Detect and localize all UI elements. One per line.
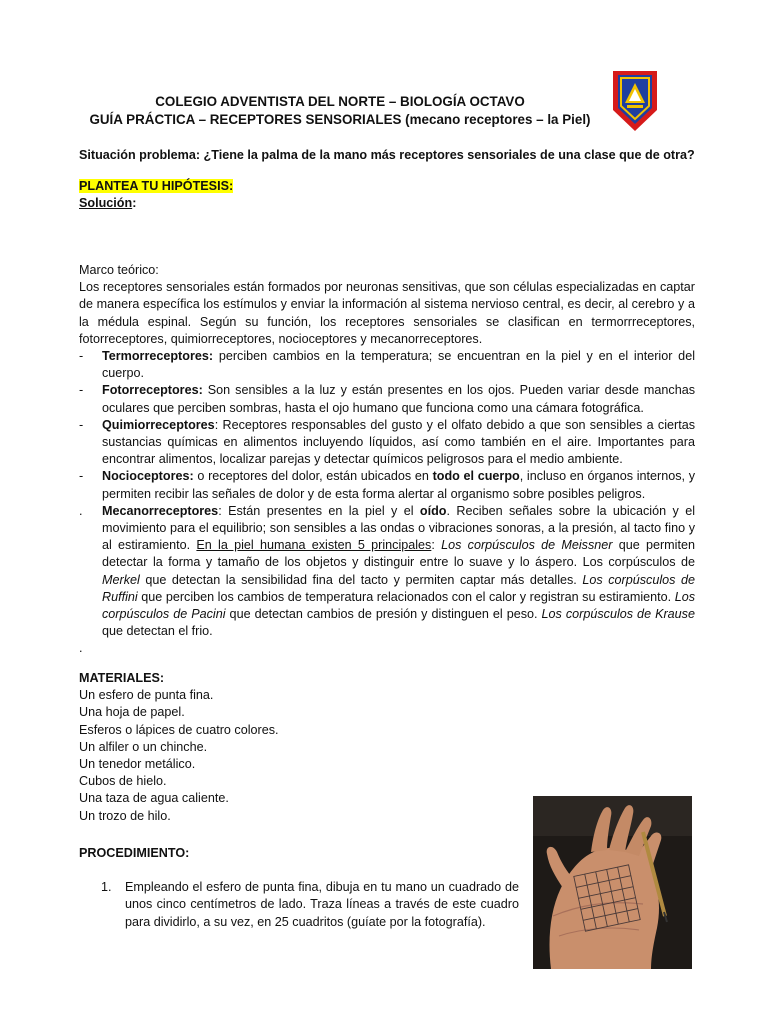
receptor-desc: : Receptores responsables del gusto y el olfato debido a que son sensibles a ciertas sustancias químicas en alimentos incluyendo líquidos, así como también en el aire. Importantes para encontrar alimentos, localizar parejas y detectar químicos peligrosos para el medio ambiente.: [102, 417, 695, 467]
bullet-marker: -: [79, 349, 84, 364]
receptor-desc: :: [431, 538, 442, 553]
corpuscle-name: Los corpúsculos de Pacini: [102, 589, 695, 622]
theory-section: [79, 262, 695, 658]
procedure-step: [79, 879, 519, 931]
receptor-item-chemo: [79, 417, 695, 469]
theory-intro: Los receptores sensoriales están formados por neuronas sensitivas, que son células especializadas en captar de manera específica los estímulos y enviar la información al sistema nervioso central, es decir, al cerebro y a la médula espinal. Según su función, los receptores sensoriales se clasifican en termorrreceptores, fotorreceptores, quimiorreceptores, nocioceptores y mecanorreceptores.: [79, 280, 695, 346]
receptor-desc: Son sensibles a la luz y están presentes en los ojos. Pueden variar desde manchas oculares que perciben sombras, hasta el ojo humano que funciona como una cámara fotográfica.: [102, 383, 695, 415]
problem-label: Situación problema:: [79, 148, 201, 162]
receptor-desc: que perciben los cambios de temperatura relacionados con el calor y registran su estiramiento.: [137, 589, 675, 604]
step-number: 1.: [101, 880, 112, 895]
corpuscle-name: Los corpúsculos de Meissner: [441, 538, 613, 553]
corpuscle-name: Los corpúsculos de Ruffini: [102, 572, 695, 604]
bullet-marker: -: [79, 383, 84, 398]
solution-colon: :: [132, 196, 137, 210]
receptor-desc: o receptores del dolor, están ubicados en: [193, 469, 433, 484]
header-guide-title: GUÍA PRÁCTICA – RECEPTORES SENSORIALES (mecano receptores – la Piel): [89, 112, 591, 127]
hand-grid-photo: [533, 796, 692, 969]
solution-heading: [79, 195, 695, 212]
solution-label: Solución: [79, 196, 133, 210]
material-item: Esferos o lápices de cuatro colores.: [79, 722, 279, 737]
receptor-term: Fotorreceptores:: [102, 383, 203, 398]
material-item: Cubos de hielo.: [79, 774, 167, 789]
receptor-desc: , incluso en órganos internos, y permiten recibir las señales de dolor y de esta forma alertar al organismo sobre posibles peligros.: [102, 469, 695, 501]
receptor-emphasis: todo el cuerpo: [432, 469, 520, 484]
procedure-title: PROCEDIMIENTO:: [79, 846, 190, 860]
material-item: Un esfero de punta fina.: [79, 688, 214, 703]
material-item: Una hoja de papel.: [79, 705, 185, 720]
material-item: Un trozo de hilo.: [79, 808, 171, 823]
receptor-term: Termorreceptores:: [102, 349, 214, 364]
problem-statement: [79, 147, 695, 164]
theory-title: Marco teórico:: [79, 263, 159, 277]
trailing-mark: .: [79, 641, 83, 656]
receptor-item-thermo: [79, 348, 695, 382]
receptor-desc: que detectan la sensibilidad fina del tacto y permiten captar más detalles.: [139, 572, 583, 587]
bullet-marker: -: [79, 417, 84, 432]
material-item: Una taza de agua caliente.: [79, 791, 229, 806]
receptor-desc: que permiten detectar la forma y tamaño de los objetos y distinguir entre lo suave y lo áspero. Los corpúsculos de: [102, 538, 695, 570]
receptor-desc: perciben cambios en la temperatura; se encuentran en la piel y en el interior del cuerpo.: [102, 349, 695, 381]
receptor-term: Nocioceptores:: [102, 469, 194, 484]
material-item: Un alfiler o un chinche.: [79, 739, 208, 754]
receptor-desc: que detectan cambios de presión y distinguen el peso.: [225, 607, 542, 622]
receptor-item-photo: [79, 382, 695, 416]
corpuscle-name: Merkel: [102, 572, 140, 587]
procedure-section: [79, 845, 519, 931]
school-crest-icon: [612, 70, 658, 132]
hypothesis-heading: [79, 178, 695, 195]
bullet-marker: .: [79, 503, 83, 518]
bullet-marker: -: [79, 469, 84, 484]
corpuscle-name: Los corpúsculos de Krause: [541, 607, 695, 622]
receptor-subheading: En la piel humana existen 5 principales: [196, 538, 432, 553]
receptor-item-mechano: [79, 503, 695, 641]
receptor-term: Mecanorreceptores: [102, 503, 219, 518]
receptor-emphasis: oído: [419, 503, 447, 518]
receptor-desc: : Están presentes en la piel y el: [218, 503, 420, 518]
receptor-term: Quimiorreceptores: [102, 417, 215, 432]
hypothesis-label: PLANTEA TU HIPÓTESIS:: [79, 179, 234, 193]
receptor-desc: . Reciben señales sobre la ubicación y el movimiento para el equilibrio; son sensibles a las ondas o vibraciones sonoras, a la presión, al tacto fino y al estiramiento.: [102, 503, 696, 553]
receptor-desc: que detectan el frio.: [102, 624, 213, 639]
material-item: Un tenedor metálico.: [79, 757, 196, 772]
problem-text: ¿Tiene la palma de la mano más receptores sensoriales de una clase que de otra?: [200, 148, 695, 162]
materials-title: MATERIALES:: [79, 671, 165, 685]
step-text: Empleando el esfero de punta fina, dibuja en tu mano un cuadrado de unos cinco centímetros de lado. Traza líneas a través de este cuadro para dividirlo, a su vez, en 25 cuadritos (guíate por la fotografía).: [125, 880, 519, 929]
receptor-item-noci: [79, 468, 695, 502]
header-school-title: COLEGIO ADVENTISTA DEL NORTE – BIOLOGÍA OCTAVO: [155, 94, 525, 109]
